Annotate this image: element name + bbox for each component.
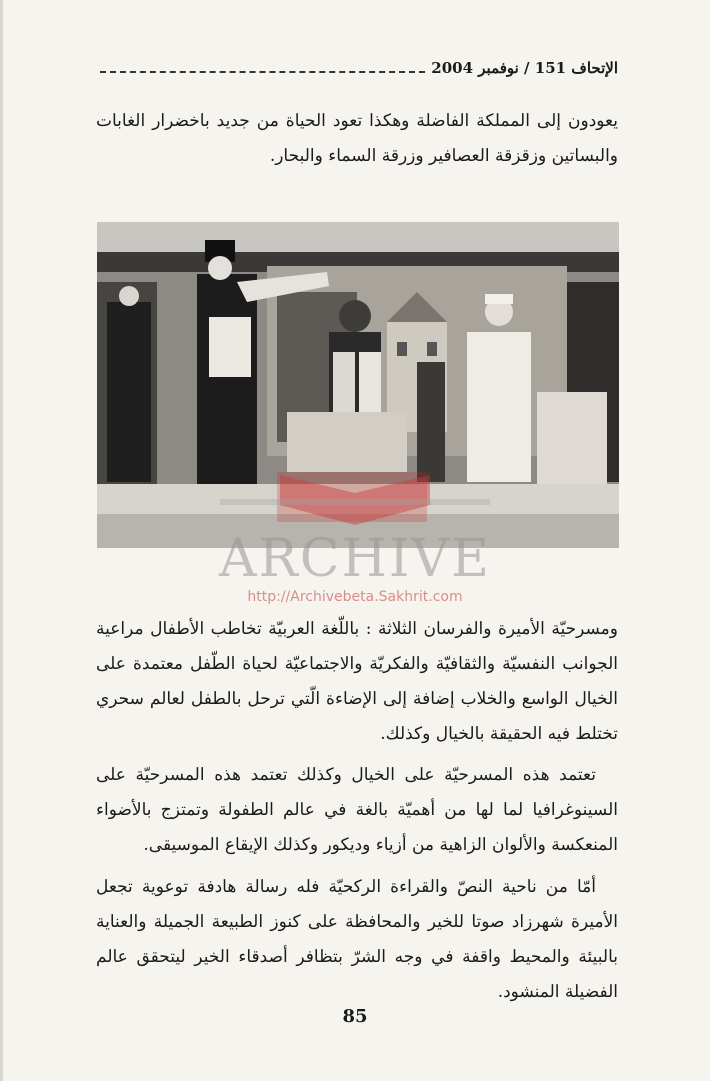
running-header [96, 56, 618, 80]
page-number: 85 [342, 1006, 368, 1027]
paragraph-1: يعودون إلى المملكة الفاضلة وهكذا تعود الحياة من جديد باخضرار الغابات والبساتين وزقزقة العصافير وزرقة السماء والبحار. [96, 111, 618, 166]
page-edge [0, 0, 3, 1081]
theatre-stage-photo [97, 222, 619, 548]
paragraph-3 [96, 758, 618, 863]
watermark-text: ARCHIVE [219, 529, 491, 589]
paragraph-4-text: أمّا من ناحية النصّ والقراءة الركحيّة فله رسالة هادفة توعوية تجعل الأميرة شهرزاد صوتا للخير والمحافظة على كنوز الطبيعة الجميلة والعناية بالبيئة والمحيط واقفة في وجه الشرّ بتظافر أصدقاء الخير ليتحقق عالم الفضيلة المنشود. [96, 877, 618, 1002]
paragraph-4 [96, 870, 618, 1010]
header-dashed-rule [100, 71, 425, 73]
paragraph-3-text: تعتمد هذه المسرحيّة على الخيال وكذلك تعتمد هذه المسرحيّة على السينوغرافيا لما لها من أهميّة بالغة في عالم الطفولة وتمتزج بالأضواء المنعكسة والألوان الزاهية من أزياء وديكور وكذلك الإيقاع الموسيقى. [96, 765, 618, 855]
paragraph-2: ومسرحيّة الأميرة والفرسان الثلاثة : باللّغة العربيّة تخاطب الأطفال مراعية الجوانب النفسيّة والثقافيّة والفكريّة والاجتماعيّة لحياة الطّفل معتمدة على الخيال الواسع والخلاب إضافة إلى الإضاءة الّتي ترحل بالطفل لعالم سحري تختلط فيه الحقيقة بالخيال وكذلك. [96, 619, 618, 744]
stage-photo-illustration [97, 222, 619, 548]
watermark-url: http://Archivebeta.Sakhrit.com [247, 589, 463, 605]
journal-issue-label: الإتحاف 151 / نوفمبر 2004 [431, 59, 618, 77]
